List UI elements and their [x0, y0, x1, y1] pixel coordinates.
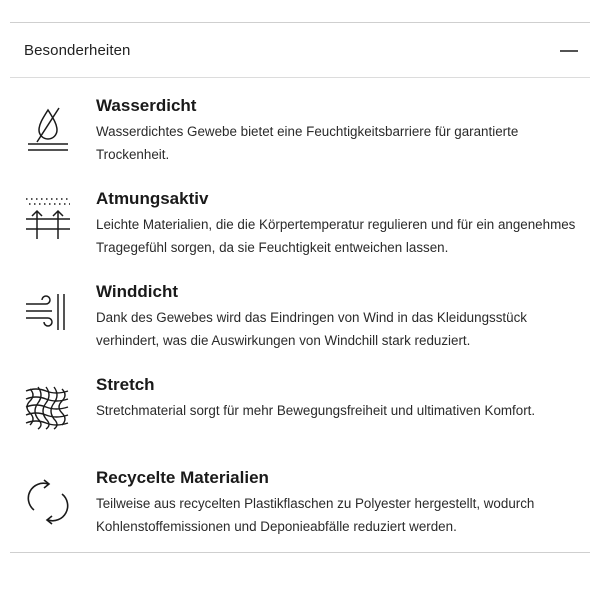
water-drop-crossed-icon: [22, 102, 74, 154]
bottom-divider: [10, 552, 590, 553]
breathable-arrows-icon: [22, 193, 74, 245]
feature-title: Winddicht: [96, 282, 178, 301]
feature-description: Wasserdichtes Gewebe bietet eine Feuchtigkeitsbarriere für garantierte Trockenheit.: [96, 124, 519, 162]
stretch-mesh-icon: [22, 381, 74, 433]
wind-barrier-icon: [22, 290, 74, 342]
header-divider: [10, 77, 590, 78]
recycle-arrows-icon: [22, 476, 74, 528]
accordion-title: Besonderheiten: [24, 42, 131, 59]
feature-description: Dank des Gewebes wird das Eindringen von Wind in das Kleidungsstück verhindert, was die Auswirkungen von Windchill stark reduziert.: [96, 310, 527, 348]
accordion-header[interactable]: [10, 23, 590, 77]
feature-title: Recycelte Materialien: [96, 468, 269, 487]
feature-description: Teilweise aus recycelten Plastikflaschen zu Polyester hergestellt, wodurch Kohlenstoffemissionen und Deponieabfälle reduziert werden.: [96, 496, 535, 534]
feature-description: Leichte Materialien, die die Körpertemperatur regulieren und für ein angenehmes Tragegefühl sorgen, da sie Feuchtigkeit entweichen lassen.: [96, 217, 576, 255]
feature-title: Stretch: [96, 375, 155, 394]
minus-icon[interactable]: [560, 42, 578, 60]
feature-title: Wasserdicht: [96, 96, 197, 115]
feature-title: Atmungsaktiv: [96, 189, 209, 208]
feature-description: Stretchmaterial sorgt für mehr Bewegungsfreiheit und ultimativen Komfort.: [96, 403, 536, 418]
